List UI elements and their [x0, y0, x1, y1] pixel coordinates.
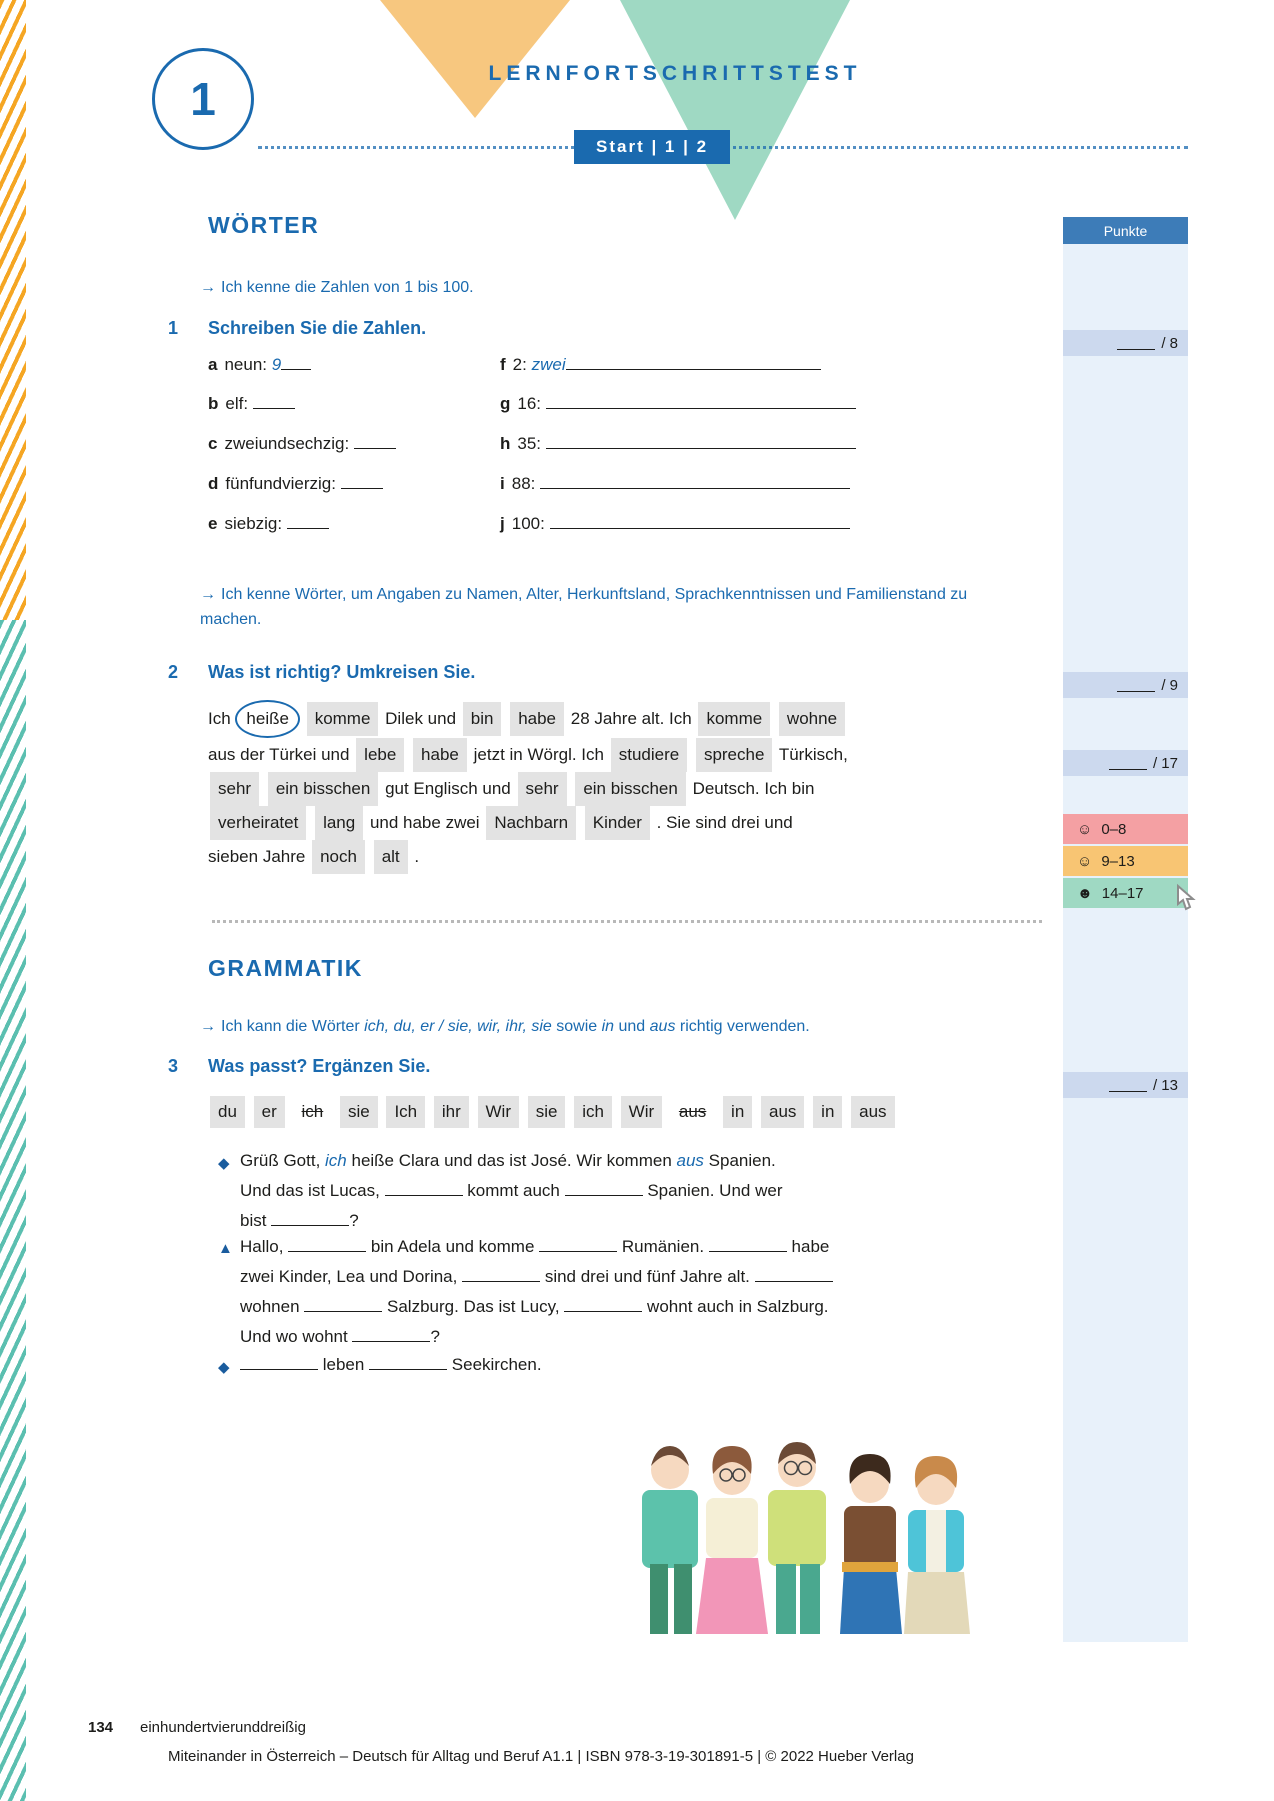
- option-chip[interactable]: komme: [698, 702, 770, 736]
- can-do-statement-3: → Ich kann die Wörter ich, du, er / sie, wir, ihr, sie sowie in und aus richtig verwenden.: [200, 1018, 810, 1035]
- option-chip[interactable]: noch: [312, 840, 365, 874]
- answer-blank[interactable]: [755, 1281, 833, 1282]
- dialogue-2-line-4: Und wo wohnt ?: [240, 1327, 440, 1346]
- answer-blank[interactable]: [304, 1311, 382, 1312]
- option-chip[interactable]: alt: [374, 840, 408, 874]
- item-letter: d: [208, 474, 219, 493]
- exercise-2-text[interactable]: [208, 700, 1008, 874]
- item-prompt: 100:: [511, 514, 545, 533]
- can-do-statement-1: → Ich kenne die Zahlen von 1 bis 100.: [200, 279, 474, 296]
- answer-blank[interactable]: [564, 1311, 642, 1312]
- item-prompt: siebzig:: [224, 514, 283, 533]
- exercise-2-line-3: sehr ein bisschen gut Englisch und sehr ein bisschen Deutsch. Ich bin: [208, 772, 1008, 806]
- dialogue-2-line-3: wohnen Salzburg. Das ist Lucy, wohnt auch in Salzburg.: [240, 1297, 829, 1316]
- item-prompt: neun:: [224, 355, 268, 374]
- word-bank-chip[interactable]: sie: [340, 1096, 378, 1128]
- option-chip[interactable]: lang: [315, 806, 363, 840]
- dialogue-bullet-1: ◆: [218, 1155, 230, 1172]
- answer-blank[interactable]: [709, 1251, 787, 1252]
- option-chip[interactable]: lebe: [356, 738, 404, 772]
- points-max-ex2: / 9: [1161, 676, 1178, 694]
- score-band-high: [1063, 878, 1188, 908]
- item-prompt: zweiundsechzig:: [224, 434, 350, 453]
- word-bank-chip[interactable]: ich: [574, 1096, 612, 1128]
- arrow-icon-2: →: [200, 586, 216, 603]
- item-letter: e: [208, 514, 218, 533]
- answer-blank[interactable]: [539, 1251, 617, 1252]
- exercise-3-word-bank: [208, 1096, 1038, 1128]
- item-letter: b: [208, 394, 219, 413]
- exercise-1-item-e[interactable]: [208, 514, 329, 534]
- item-letter: f: [500, 355, 506, 374]
- item-blank[interactable]: [546, 408, 856, 409]
- item-blank[interactable]: [341, 488, 383, 489]
- item-letter: j: [500, 514, 505, 533]
- word-bank-chip[interactable]: du: [210, 1096, 245, 1128]
- item-blank[interactable]: [287, 528, 329, 529]
- option-chip[interactable]: habe: [413, 738, 467, 772]
- arrow-icon-3: →: [200, 1018, 216, 1035]
- decorative-left-stripe: [0, 0, 26, 1801]
- score-band-mid-range: 9–13: [1101, 852, 1135, 870]
- word-bank-chip[interactable]: Wir: [621, 1096, 662, 1128]
- word-bank-chip[interactable]: aus: [761, 1096, 804, 1128]
- answer-blank[interactable]: [462, 1281, 540, 1282]
- circled-answer[interactable]: heiße: [235, 700, 300, 738]
- word-bank-chip[interactable]: sie: [528, 1096, 566, 1128]
- dialogue-1-line-2: Und das ist Lucas, kommt auch Spanien. Und wer: [240, 1181, 783, 1200]
- exercise-1-item-a[interactable]: [208, 355, 311, 375]
- decorative-triangle-orange: [380, 0, 570, 118]
- mouse-cursor-icon: [1172, 882, 1200, 914]
- footer-imprint: Miteinander in Österreich – Deutsch für Alltag und Beruf A1.1 | ISBN 978-3-19-301891-5 | © 2022 Hueber Verlag: [168, 1748, 914, 1765]
- points-input-ex2[interactable]: [1117, 678, 1155, 692]
- exercise-2-number: 2: [168, 662, 179, 682]
- smiley-icon-high: ☻: [1077, 884, 1093, 902]
- option-chip[interactable]: ein bisschen: [268, 772, 379, 806]
- item-blank[interactable]: [540, 488, 850, 489]
- exercise-1-item-b[interactable]: [208, 394, 295, 414]
- points-input-total[interactable]: [1109, 756, 1147, 770]
- item-prompt: 88:: [511, 474, 536, 493]
- points-max-total: / 17: [1152, 754, 1178, 772]
- item-blank[interactable]: [354, 448, 396, 449]
- item-blank[interactable]: [281, 369, 311, 370]
- points-row-ex1: [1063, 330, 1188, 356]
- option-chip[interactable]: Nachbarn: [486, 806, 576, 840]
- exercise-3-title: Was passt? Ergänzen Sie.: [208, 1056, 431, 1076]
- dialogue-3[interactable]: [240, 1350, 740, 1380]
- section-divider: [212, 920, 1042, 923]
- exercise-1-number: 1: [168, 318, 179, 338]
- exercise-1-item-d[interactable]: [208, 474, 383, 494]
- item-letter: g: [500, 394, 511, 413]
- footer-page-number-word: einhundertvierunddreißig: [140, 1719, 306, 1736]
- points-max-ex3: / 13: [1152, 1076, 1178, 1094]
- points-input-ex1[interactable]: [1117, 336, 1155, 350]
- option-chip[interactable]: Kinder: [585, 806, 650, 840]
- exercise-1-item-f[interactable]: [500, 355, 821, 375]
- item-prompt: 35:: [517, 434, 542, 453]
- dialogue-2-line-1: Hallo, bin Adela und komme Rumänien. habe: [240, 1237, 830, 1256]
- decorative-triangle-green: [620, 0, 850, 220]
- section-title-grammatik: GRAMMATIK: [208, 955, 363, 981]
- dialogue-1[interactable]: [240, 1146, 960, 1236]
- word-bank-chip[interactable]: er: [254, 1096, 285, 1128]
- points-max-ex1: / 8: [1161, 334, 1178, 352]
- exercise-3-number: 3: [168, 1056, 179, 1076]
- score-band-high-range: 14–17: [1101, 884, 1144, 902]
- item-blank[interactable]: [253, 408, 295, 409]
- smiley-icon-low: ☺: [1077, 820, 1093, 838]
- item-letter: i: [500, 474, 505, 493]
- exercise-2-line-4: verheiratet lang und habe zwei Nachbarn Kinder . Sie sind drei und: [208, 806, 1008, 840]
- item-prompt: elf:: [225, 394, 249, 413]
- option-chip[interactable]: wohne: [779, 702, 845, 736]
- score-band-mid: [1063, 846, 1188, 876]
- item-answer: 9: [271, 355, 282, 374]
- word-bank-chip[interactable]: ihr: [434, 1096, 469, 1128]
- option-chip[interactable]: ein bisschen: [575, 772, 686, 806]
- points-column-header: Punkte: [1063, 217, 1188, 244]
- chapter-number-badge: 1: [152, 48, 254, 150]
- score-band-low: [1063, 814, 1188, 844]
- exercise-1-item-j[interactable]: [500, 514, 850, 534]
- item-prompt: 2:: [512, 355, 527, 374]
- exercise-2-line-2: aus der Türkei und lebe habe jetzt in Wörgl. Ich studiere spreche Türkisch,: [208, 738, 1008, 772]
- exercise-1-item-g[interactable]: [500, 394, 856, 414]
- exercise-1-item-c[interactable]: [208, 434, 396, 454]
- word-bank-chip[interactable]: in: [813, 1096, 842, 1128]
- item-answer: zwei: [531, 355, 566, 374]
- item-blank[interactable]: [546, 448, 856, 449]
- dialogue-2-line-2: zwei Kinder, Lea und Dorina, sind drei und fünf Jahre alt.: [240, 1262, 1000, 1292]
- item-letter: a: [208, 355, 218, 374]
- answer-blank[interactable]: [240, 1369, 318, 1370]
- word-bank-chip-used[interactable]: aus: [678, 1102, 707, 1121]
- item-blank[interactable]: [566, 369, 821, 370]
- stripe-teal: [0, 620, 26, 1801]
- section-title-woerter: WÖRTER: [208, 212, 320, 238]
- footer-page-number: 134: [88, 1719, 114, 1736]
- stripe-orange: [0, 0, 26, 620]
- dialogue-bullet-3: ◆: [218, 1359, 230, 1376]
- answer-blank[interactable]: [369, 1369, 447, 1370]
- item-letter: c: [208, 434, 218, 453]
- word-bank-chip[interactable]: Wir: [478, 1096, 519, 1128]
- dialogue-3-line-1: leben Seekirchen.: [240, 1350, 740, 1380]
- answer-blank[interactable]: [288, 1251, 366, 1252]
- smiley-icon-mid: ☺: [1077, 852, 1093, 870]
- points-row-ex3: [1063, 1072, 1188, 1098]
- option-chip[interactable]: spreche: [696, 738, 772, 772]
- score-band-low-range: 0–8: [1101, 820, 1127, 838]
- option-chip[interactable]: sehr: [210, 772, 259, 806]
- item-letter: h: [500, 434, 511, 453]
- exercise-1-title: Schreiben Sie die Zahlen.: [208, 318, 427, 338]
- exercise-2-line-5: sieben Jahre noch alt .: [208, 840, 1008, 874]
- answer-blank[interactable]: [271, 1225, 349, 1226]
- points-column: [1063, 217, 1188, 1642]
- exercise-1-item-h[interactable]: [500, 434, 856, 454]
- word-bank-chip-used[interactable]: ich: [301, 1102, 324, 1121]
- option-chip[interactable]: bin: [463, 702, 502, 736]
- item-prompt: 16:: [517, 394, 542, 413]
- exercise-2-line-1: Ich heiße komme Dilek und bin habe 28 Jahre alt. Ich komme wohne: [208, 700, 1008, 738]
- option-chip[interactable]: studiere: [611, 738, 687, 772]
- answer-blank[interactable]: [385, 1195, 463, 1196]
- word-bank-chip[interactable]: aus: [851, 1096, 894, 1128]
- option-chip[interactable]: habe: [510, 702, 564, 736]
- item-prompt: fünfundvierzig:: [225, 474, 336, 493]
- answer-blank[interactable]: [352, 1341, 430, 1342]
- points-row-ex2: [1063, 672, 1188, 698]
- points-row-total: [1063, 750, 1188, 776]
- dialogue-1-line-1: Grüß Gott, ich heiße Clara und das ist José. Wir kommen aus Spanien.: [240, 1151, 776, 1170]
- illustration-group-of-people: [630, 1418, 1020, 1643]
- answer-blank[interactable]: [565, 1195, 643, 1196]
- page-title: LERNFORTSCHRITTSTEST: [488, 62, 862, 85]
- word-bank-chip[interactable]: in: [723, 1096, 752, 1128]
- exercise-1-item-i[interactable]: [500, 474, 850, 494]
- option-chip[interactable]: komme: [307, 702, 379, 736]
- lesson-range-badge: Start | 1 | 2: [574, 130, 730, 164]
- item-blank[interactable]: [550, 528, 850, 529]
- option-chip[interactable]: sehr: [518, 772, 567, 806]
- word-bank-chip[interactable]: Ich: [386, 1096, 425, 1128]
- exercise-2-title: Was ist richtig? Umkreisen Sie.: [208, 662, 476, 682]
- arrow-icon-1: →: [200, 279, 216, 296]
- dialogue-2[interactable]: [240, 1232, 1000, 1352]
- can-do-statement-2: → Ich kenne Wörter, um Angaben zu Namen, Alter, Herkunftsland, Sprachkenntnissen und Familienstand zu machen.: [200, 586, 968, 628]
- dialogue-1-line-3: bist ?: [240, 1211, 359, 1230]
- option-chip[interactable]: verheiratet: [210, 806, 306, 840]
- points-input-ex3[interactable]: [1109, 1078, 1147, 1092]
